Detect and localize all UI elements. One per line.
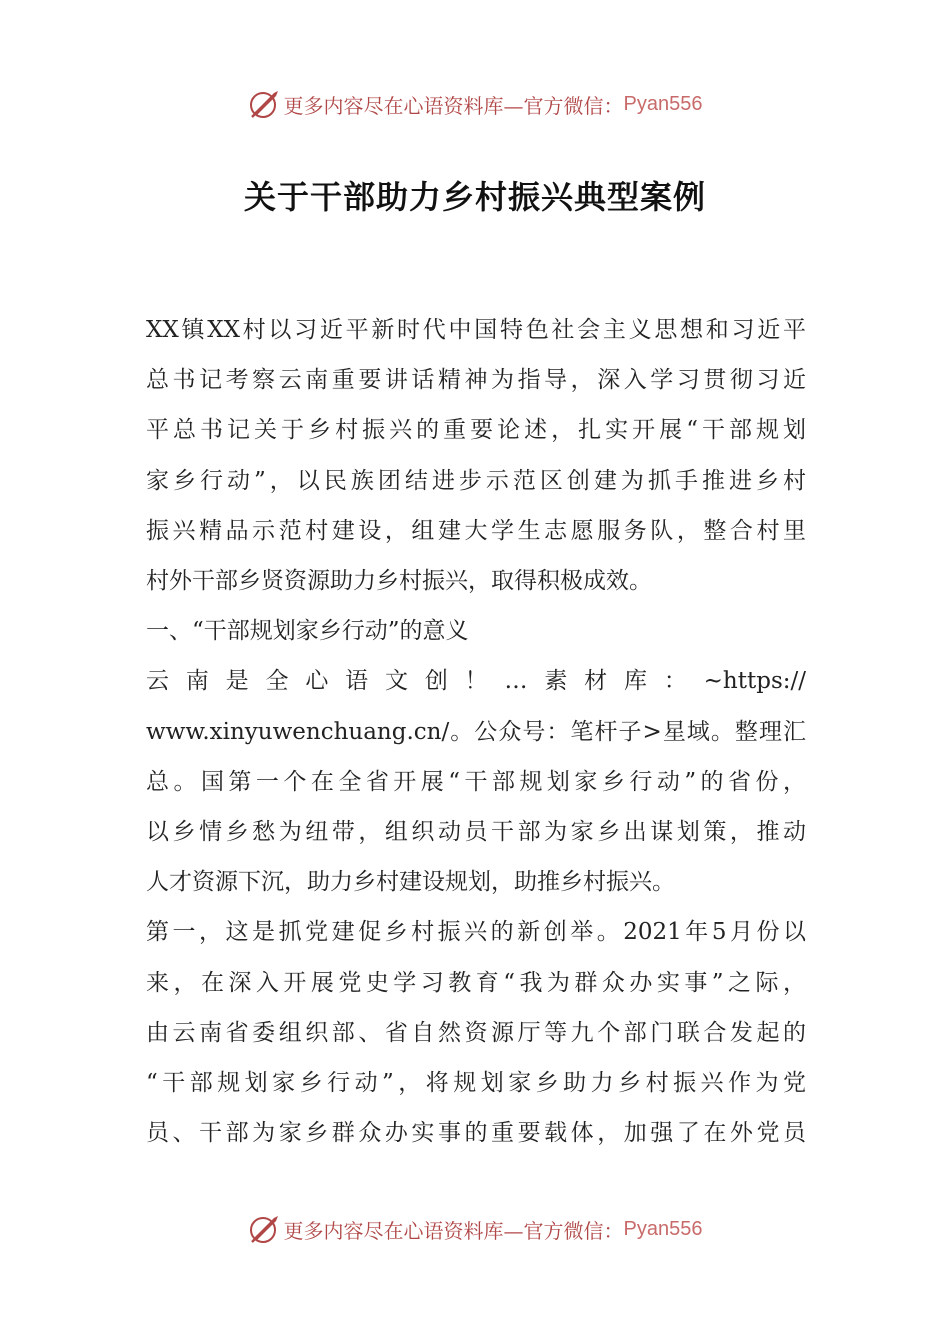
header-wechat-id: Pyan556 [623, 92, 703, 115]
footer-watermark [0, 1207, 950, 1251]
header-watermark-text: 更多内容尽在心语资料库—官方微信： [283, 93, 624, 118]
document-title: 关于干部助力乡村振兴典型案例 [243, 178, 706, 216]
body-line: 来，在深入开展党史学习教育“我为群众办实事”之际， [146, 969, 806, 996]
body-line: XX镇XX村以习近平新时代中国特色社会主义思想和习近平 [146, 317, 806, 343]
footer-watermark-text: 更多内容尽在心语资料库—官方微信： [283, 1218, 624, 1243]
quill-logo-icon [248, 1212, 282, 1246]
body-line: 人才资源下沉，助力乡村建设规划，助推乡村振兴。 [146, 869, 675, 896]
quill-logo-icon [248, 87, 282, 121]
document-body [146, 305, 806, 1158]
body-line: 家乡行动”，以民族团结进步示范区创建为抓手推进乡村 [146, 467, 806, 494]
header-watermark [0, 82, 950, 126]
body-line: “干部规划家乡行动”，将规划家乡助力乡村振兴作为党 [146, 1070, 806, 1097]
body-line: 总。国第一个在全省开展“干部规划家乡行动”的省份， [146, 768, 806, 795]
section-heading: 一、“干部规划家乡行动”的意义 [146, 618, 469, 645]
body-line: 由云南省委组织部、省自然资源厅等九个部门联合发起的 [146, 1019, 806, 1046]
body-line: 振兴精品示范村建设，组建大学生志愿服务队，整合村里 [146, 517, 806, 544]
body-line: 平总书记关于乡村振兴的重要论述，扎实开展“干部规划 [146, 417, 806, 444]
body-line: 以乡情乡愁为纽带，组织动员干部为家乡出谋划策，推动 [146, 819, 806, 846]
footer-wechat-id: Pyan556 [623, 1217, 703, 1240]
body-line: 第一，这是抓党建促乡村振兴的新创举。2021年5月份以 [146, 919, 806, 946]
body-line: 总书记考察云南重要讲话精神为指导，深入学习贯彻习近 [146, 367, 806, 394]
body-line: www.xinyuwenchuang.cn/。公众号：笔杆子>星域。整理汇 [146, 718, 806, 745]
body-line: 云南是全心语文创！…素材库：~https:// [146, 668, 806, 695]
body-line: 员、干部为家乡群众办实事的重要载体，加强了在外党员 [146, 1120, 806, 1147]
body-line: 村外干部乡贤资源助力乡村振兴，取得积极成效。 [146, 568, 652, 595]
